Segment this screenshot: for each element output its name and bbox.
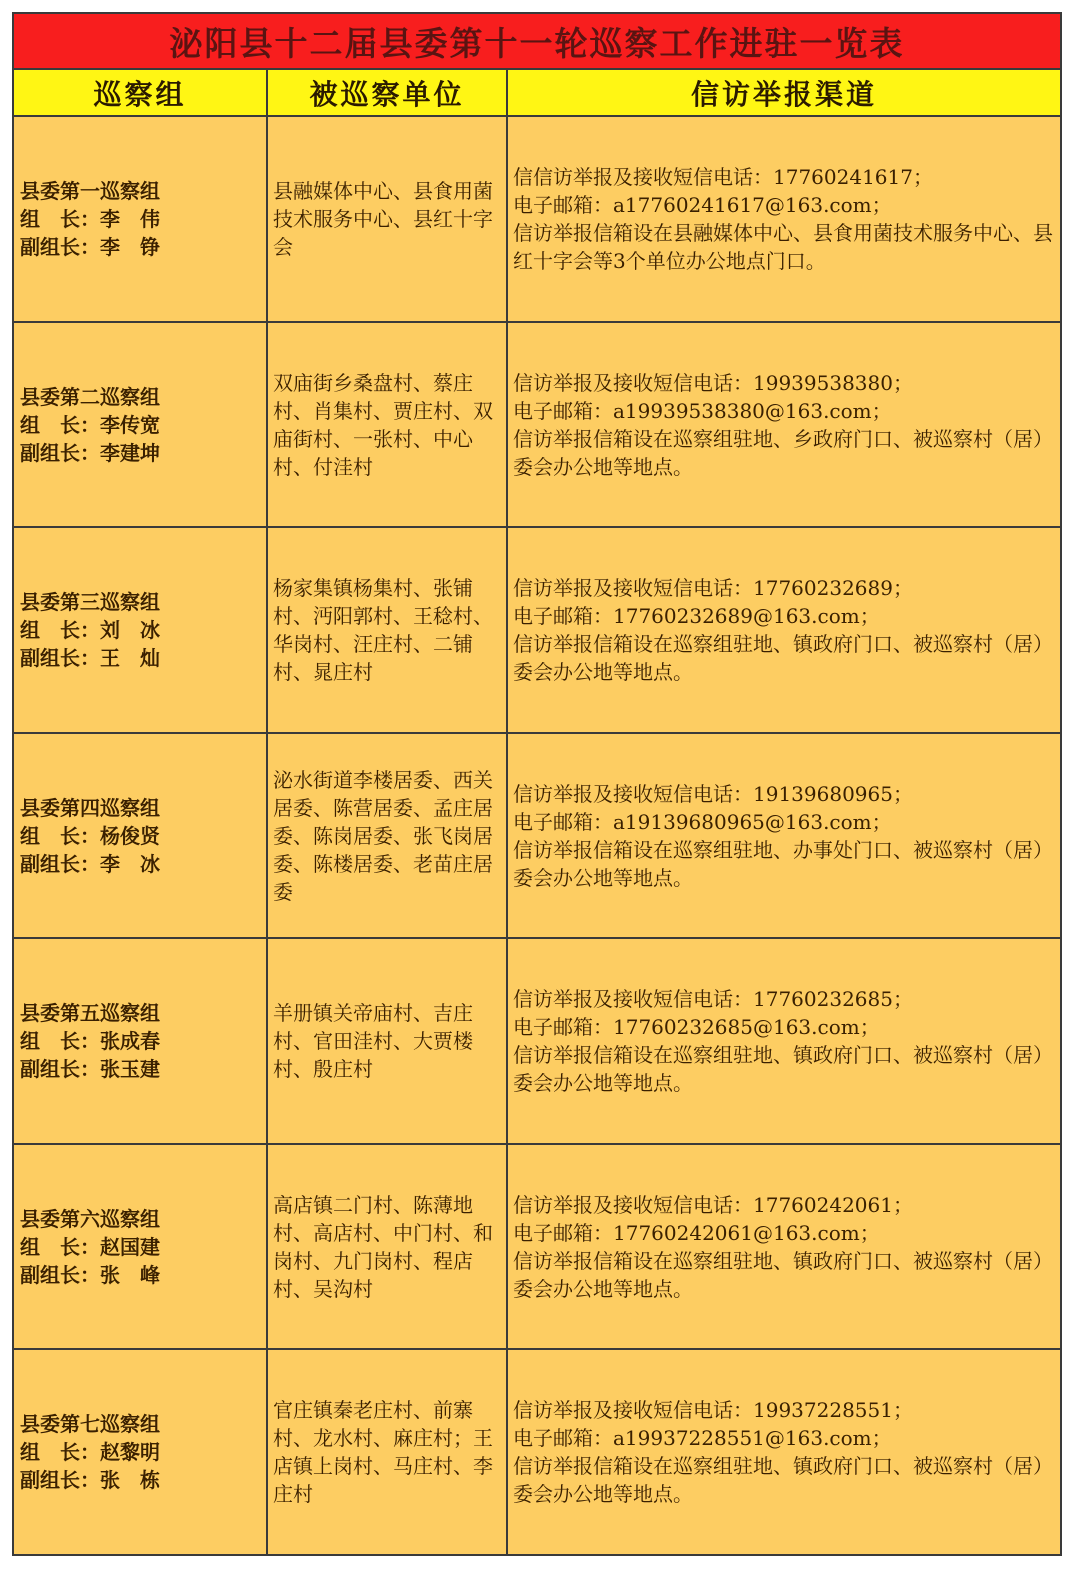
group-leader: 组 长：杨俊贤 [20,823,160,848]
header-unit: 被巡察单位 [267,69,507,116]
table-row [13,1144,1061,1350]
group-cell [13,116,267,322]
group-name: 县委第二巡察组 [20,384,160,409]
group-deputy: 副组长：李 冰 [20,851,160,876]
group-deputy: 副组长：王 灿 [20,646,160,671]
report-email: 电子邮箱：a17760241617@163.com； [513,193,892,218]
group-leader: 组 长：赵国建 [20,1234,160,1259]
report-mailbox: 信访举报信箱设在巡察组驻地、镇政府门口、被巡察村（居）委会办公地等地点。 [513,1454,1053,1507]
inspected-units: 县融媒体中心、县食用菌技术服务中心、县红十字会 [273,179,493,260]
group-cell [13,733,267,939]
channel-cell [507,938,1061,1144]
group-name: 县委第七巡察组 [20,1412,160,1437]
header-group: 巡察组 [13,69,267,116]
channel-cell [507,733,1061,939]
unit-cell [267,1144,507,1350]
unit-cell [267,938,507,1144]
report-phone: 信访举报及接收短信电话：19939538380； [513,370,913,395]
group-leader: 组 长：张成春 [20,1029,160,1054]
report-mailbox: 信访举报信箱设在巡察组驻地、镇政府门口、被巡察村（居）委会办公地等地点。 [513,632,1053,685]
inspection-table [12,12,1062,1556]
group-name: 县委第五巡察组 [20,1001,160,1026]
report-phone: 信信访举报及接收短信电话：17760241617； [513,165,933,190]
unit-cell [267,116,507,322]
report-mailbox: 信访举报信箱设在巡察组驻地、镇政府门口、被巡察村（居）委会办公地等地点。 [513,1043,1053,1096]
report-email: 电子邮箱：17760242061@163.com； [513,1220,880,1245]
channel-cell [507,1144,1061,1350]
group-deputy: 副组长：李 铮 [20,235,160,260]
group-name: 县委第四巡察组 [20,795,160,820]
group-leader: 组 长：刘 冰 [20,618,160,643]
table-row [13,527,1061,733]
report-email: 电子邮箱：17760232689@163.com； [513,604,880,629]
unit-cell [267,322,507,528]
table-row [13,733,1061,939]
group-leader: 组 长：赵黎明 [20,1440,160,1465]
unit-cell [267,733,507,939]
group-deputy: 副组长：李建坤 [20,440,160,465]
table-row [13,938,1061,1144]
group-cell [13,527,267,733]
report-email: 电子邮箱：a19139680965@163.com； [513,809,892,834]
group-leader: 组 长：李传宽 [20,412,160,437]
report-mailbox: 信访举报信箱设在巡察组驻地、乡政府门口、被巡察村（居）委会办公地等地点。 [513,426,1053,479]
report-mailbox: 信访举报信箱设在县融媒体中心、县食用菌技术服务中心、县红十字会等3个单位办公地点门口。 [513,221,1053,274]
group-deputy: 副组长：张 栋 [20,1468,160,1493]
channel-cell [507,527,1061,733]
channel-cell [507,322,1061,528]
report-phone: 信访举报及接收短信电话：17760242061； [513,1192,913,1217]
inspected-units: 双庙街乡桑盘村、蔡庄村、肖集村、贾庄村、双庙街村、一张村、中心村、付洼村 [273,370,493,479]
report-email: 电子邮箱：a19937228551@163.com； [513,1426,892,1451]
inspected-units: 高店镇二门村、陈薄地村、高店村、中门村、和岗村、九门岗村、程店村、吴沟村 [273,1192,493,1301]
group-cell [13,938,267,1144]
inspected-units: 羊册镇关帝庙村、吉庄村、官田洼村、大贾楼村、殷庄村 [273,1001,473,1082]
inspected-units: 泌水街道李楼居委、西关居委、陈营居委、孟庄居委、陈岗居委、张飞岗居委、陈楼居委、老苗庄居委 [273,767,493,904]
group-leader: 组 长：李 伟 [20,207,160,232]
inspected-units: 杨家集镇杨集村、张铺村、沔阳郭村、王稔村、华岗村、汪庄村、二铺村、晁庄村 [273,576,493,685]
group-cell [13,1349,267,1555]
group-deputy: 副组长：张 峰 [20,1262,160,1287]
group-name: 县委第一巡察组 [20,179,160,204]
group-deputy: 副组长：张玉建 [20,1057,160,1082]
report-phone: 信访举报及接收短信电话：17760232689； [513,576,913,601]
report-phone: 信访举报及接收短信电话：17760232685； [513,987,913,1012]
table-row [13,116,1061,322]
report-mailbox: 信访举报信箱设在巡察组驻地、镇政府门口、被巡察村（居）委会办公地等地点。 [513,1248,1053,1301]
group-name: 县委第六巡察组 [20,1206,160,1231]
group-cell [13,322,267,528]
channel-cell [507,116,1061,322]
table-row [13,1349,1061,1555]
report-phone: 信访举报及接收短信电话：19139680965； [513,781,913,806]
inspected-units: 官庄镇秦老庄村、前寨村、龙水村、麻庄村；王店镇上岗村、马庄村、李庄村 [273,1398,493,1507]
unit-cell [267,527,507,733]
header-channel: 信访举报渠道 [507,69,1061,116]
channel-cell [507,1349,1061,1555]
report-email: 电子邮箱：17760232685@163.com； [513,1015,880,1040]
report-phone: 信访举报及接收短信电话：19937228551； [513,1398,913,1423]
report-mailbox: 信访举报信箱设在巡察组驻地、办事处门口、被巡察村（居）委会办公地等地点。 [513,837,1053,890]
table-title: 泌阳县十二届县委第十一轮巡察工作进驻一览表 [13,13,1061,69]
report-email: 电子邮箱：a19939538380@163.com； [513,398,892,423]
group-cell [13,1144,267,1350]
unit-cell [267,1349,507,1555]
table-row [13,322,1061,528]
group-name: 县委第三巡察组 [20,590,160,615]
